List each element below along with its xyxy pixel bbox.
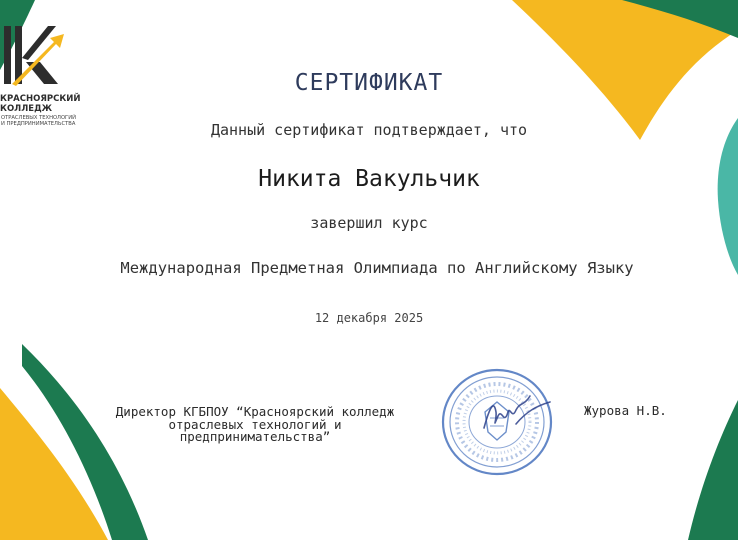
recipient-name: Никита Вакульчик [258, 166, 480, 192]
logo-text-line2: КОЛЛЕДЖ [0, 104, 53, 114]
corner-shape-bottom-right [688, 400, 738, 540]
course-name: Международная Предметная Олимпиада по Английскому Языку [120, 259, 634, 277]
director-line-2: отраслевых технологий и [168, 416, 342, 432]
director-line-3: предпринимательства” [179, 429, 331, 444]
director-title [90, 406, 420, 444]
stamp-seal-icon [440, 366, 560, 478]
logo-text-line4: И ПРЕДПРИНИМАТЕЛЬСТВА [1, 121, 76, 127]
logo-text-line1: КРАСНОЯРСКИЙ [0, 94, 81, 104]
issue-date: 12 декабря 2025 [314, 311, 424, 325]
completion-text: завершил курс [310, 214, 428, 232]
handwritten-signature-icon [484, 396, 550, 428]
signer-name: Журова Н.В. [584, 403, 667, 418]
certificate-subtitle: Данный сертификат подтверждает, что [210, 121, 528, 139]
logo-text-line3: ОТРАСЛЕВЫХ ТЕХНОЛОГИЙ [1, 115, 76, 121]
director-line-1: Директор КГБПОУ “Красноярский колледж [115, 404, 395, 419]
side-shape-right-teal [718, 118, 738, 275]
certificate-title: СЕРТИФИКАТ [294, 70, 444, 96]
